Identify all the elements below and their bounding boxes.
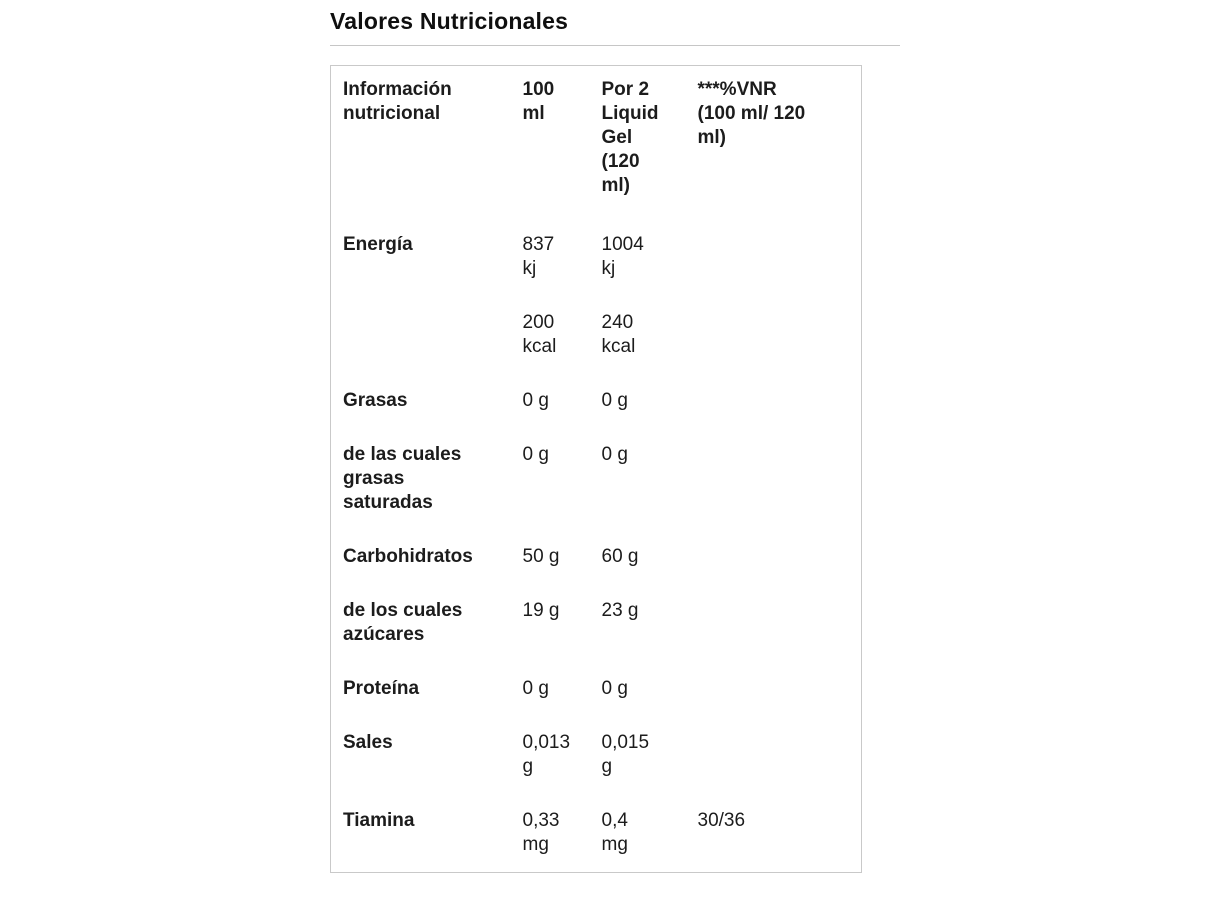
value-per-100ml: 19 g xyxy=(522,600,560,621)
header-row xyxy=(331,66,862,219)
value-vnr xyxy=(697,428,862,530)
value-vnr xyxy=(697,584,862,662)
value-per-2-liquid-gel: 0 g xyxy=(601,678,628,699)
value-per-100ml: 837 kj xyxy=(522,234,555,279)
value-vnr: 30/36 xyxy=(697,810,746,831)
value-per-100ml: 0,33 mg xyxy=(522,810,560,855)
table-row xyxy=(331,584,862,662)
title-divider xyxy=(330,45,900,46)
nutrient-label xyxy=(331,296,522,374)
header-vnr: ***%VNR (100 ml/ 120 ml) xyxy=(697,79,806,148)
value-vnr xyxy=(697,296,862,374)
table-row xyxy=(331,716,862,794)
value-per-2-liquid-gel: 1004 kj xyxy=(601,234,644,279)
nutrient-label: Carbohidratos xyxy=(343,546,473,567)
section-title: Valores Nutricionales xyxy=(330,8,569,34)
value-per-100ml: 0,013 g xyxy=(522,732,571,777)
nutrition-table xyxy=(330,65,862,873)
table-row xyxy=(331,428,862,530)
nutrient-label: Sales xyxy=(343,732,393,753)
value-per-100ml: 0 g xyxy=(522,678,549,699)
value-per-2-liquid-gel: 0,4 mg xyxy=(601,810,628,855)
value-per-2-liquid-gel: 0,015 g xyxy=(601,732,650,777)
value-vnr xyxy=(697,530,862,584)
value-per-2-liquid-gel: 0 g xyxy=(601,444,628,465)
nutrient-label: Tiamina xyxy=(343,810,415,831)
value-per-2-liquid-gel: 0 g xyxy=(601,390,628,411)
table-row xyxy=(331,794,862,873)
nutrition-table-body xyxy=(331,218,862,873)
header-por-2-liquid-gel: Por 2 Liquid Gel (120 ml) xyxy=(601,79,659,196)
value-vnr xyxy=(697,662,862,716)
table-row xyxy=(331,662,862,716)
table-row xyxy=(331,530,862,584)
nutrient-label: Proteína xyxy=(343,678,420,699)
value-per-100ml: 50 g xyxy=(522,546,560,567)
value-per-100ml: 0 g xyxy=(522,444,549,465)
nutrition-table-header xyxy=(331,66,862,219)
value-per-100ml: 200 kcal xyxy=(522,312,557,357)
value-per-2-liquid-gel: 240 kcal xyxy=(601,312,636,357)
value-vnr xyxy=(697,374,862,428)
value-per-100ml: 0 g xyxy=(522,390,549,411)
nutrient-label: Grasas xyxy=(343,390,408,411)
header-informacion-nutricional: Información nutricional xyxy=(343,79,452,124)
nutrition-section xyxy=(330,6,930,873)
header-100ml: 100 ml xyxy=(522,79,555,124)
nutrient-label: Energía xyxy=(343,234,413,255)
table-row xyxy=(331,218,862,296)
nutrient-label: de los cuales azúcares xyxy=(343,600,463,645)
value-vnr xyxy=(697,218,862,296)
table-row xyxy=(331,374,862,428)
value-per-2-liquid-gel: 23 g xyxy=(601,600,639,621)
nutrient-label: de las cuales grasas saturadas xyxy=(343,444,462,513)
table-row xyxy=(331,296,862,374)
value-vnr xyxy=(697,716,862,794)
value-per-2-liquid-gel: 60 g xyxy=(601,546,639,567)
